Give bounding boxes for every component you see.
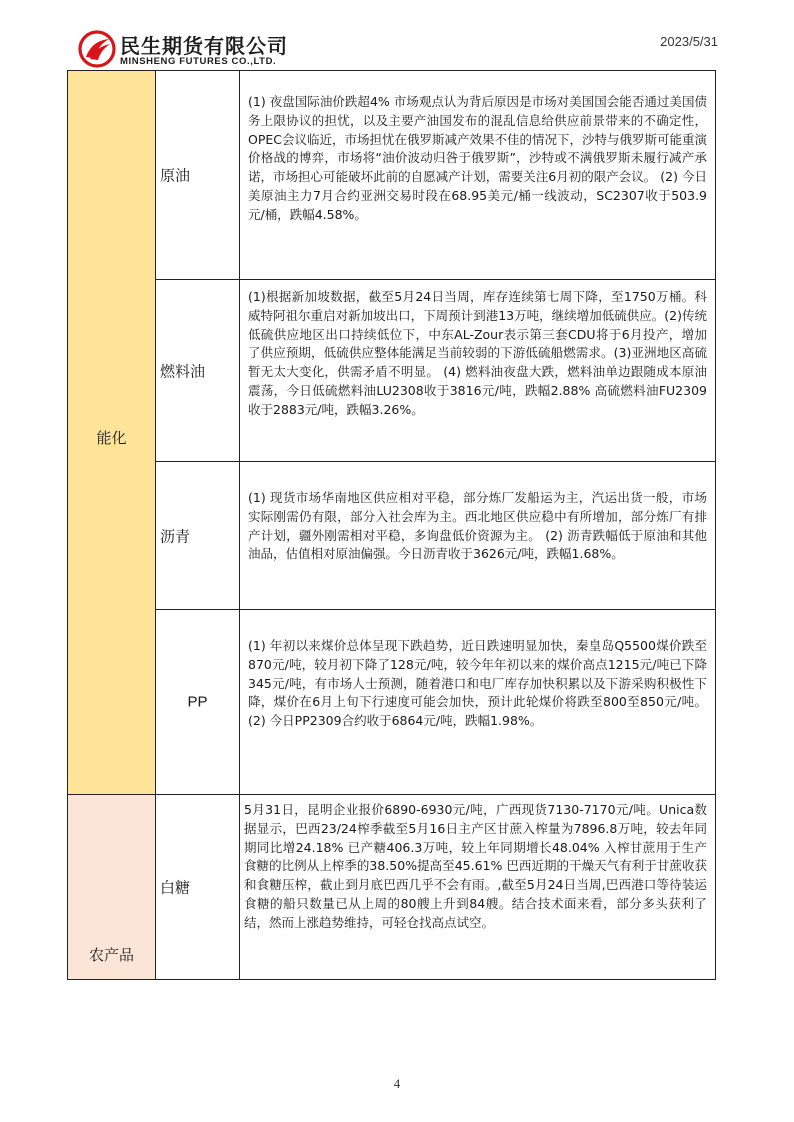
minsheng-logo-icon	[78, 30, 116, 68]
report-date: 2023/5/31	[660, 34, 718, 49]
commentary-cell-crude-oil	[239, 70, 716, 280]
commentary-cell-asphalt	[239, 461, 716, 610]
product-cell-pp	[155, 609, 240, 795]
product-cell-fuel-oil	[155, 279, 240, 462]
commentary-cell-pp	[239, 609, 716, 795]
company-name-cn: 民生期货有限公司	[120, 34, 288, 58]
company-name-en: MINSHENG FUTURES CO.,LTD.	[120, 56, 277, 67]
page-number: 4	[393, 1076, 401, 1091]
commentary-text: (1) 年初以来煤价总体呈现下跌趋势，近日跌速明显加快，秦皇岛Q5500煤价跌至870元/吨，较月初下降了128元/吨，较今年年初以来的煤价高点1215元/吨已下降345元/吨，有市场人士预测，随着港口和电厂库存加快积累以及下游采购积极性下降，煤价在6月上旬下行速度可能会加快，预计此轮煤价将跌至800至850元/吨。 (2) 今日PP2309合约收于6864元/吨，跌幅1.98%。	[248, 638, 707, 729]
commentary-text: (1) 夜盘国际油价跌超4% 市场观点认为背后原因是市场对美国国会能否通过美国债务上限协议的担忧，以及主要产油国发布的混乱信息给供应前景带来的不确定性，OPEC会议临近，市场担忧在俄罗斯减产效果不佳的情况下，沙特与俄罗斯可能重演价格战的博弈，市场将“油价波动归咎于俄罗斯”，沙特或不满俄罗斯未履行减产承诺，市场担心可能破坏此前的自愿减产计划，需要关注6月初的限产会议。 (2) 今日美原油主力7月合约亚洲交易时段在68.95美元/桶一线波动，SC2307收于503.9元/桶，跌幅4.58%。	[248, 94, 708, 222]
product-name: 燃料油	[160, 362, 206, 380]
page-header	[0, 0, 794, 70]
product-name: PP	[187, 693, 208, 711]
commentary-cell-fuel-oil	[239, 279, 716, 462]
category-label: 农产品	[88, 946, 134, 964]
category-label: 能化	[96, 429, 127, 447]
commentary-cell-sugar	[239, 794, 716, 980]
commentary-text: 5月31日，昆明企业报价6890-6930元/吨，广西现货7130-7170元/吨。Unica数据显示，巴西23/24榨季截至5月16日主产区甘蔗入榨量为7896.8万吨，较去年同期同比增24.18% 已产糖406.3万吨，较上年同期增长48.04% 入榨甘蔗用于生产食糖的比例从上榨季的38.50%提高至45.61% 巴西近期的干燥天气有利于甘蔗收获和食糖压榨，截止到月底巴西几乎不会有雨。,截至5月24日当周,巴西港口等待装运食糖的船只数量已从上周的80艘上升到84艘。结合技术面来看，部分多头获利了结，然而上涨趋势维持，可轻仓找高点试空。	[244, 802, 707, 930]
product-name: 沥青	[160, 527, 191, 545]
product-name: 原油	[160, 166, 191, 185]
company-logo	[78, 28, 318, 72]
commodity-table	[67, 70, 716, 980]
product-cell-asphalt	[155, 461, 240, 610]
commentary-text: (1) 现货市场华南地区供应相对平稳，部分炼厂发船运为主，汽运出货一般，市场实际刚需仍有限，部分入社会库为主。西北地区供应稳中有所增加，部分炼厂有排产计划，疆外刚需相对平稳，多询盘低价资源为主。 (2) 沥青跌幅低于原油和其他油品，估值相对原油偏强。今日沥青收于3626元/吨，跌幅1.68%。	[248, 490, 707, 562]
product-name: 白糖	[160, 878, 191, 897]
product-cell-sugar	[155, 794, 240, 980]
commentary-text: (1)根据新加坡数据，截至5月24日当周，库存连续第七周下降，至1750万桶。科威特阿祖尔重启对新加坡出口，下周预计到港13万吨，继续增加低硫供应。(2)传统低硫供应地区出口持续低位下，中东AL-Zour表示第三套CDU将于6月投产，增加了供应预期，低硫供应整体能满足当前较弱的下游低硫船燃需求。(3)亚洲地区高硫暂无太大变化，供需矛盾不明显。 (4) 燃料油夜盘大跌，燃料油单边跟随成本原油震荡，今日低硫燃料油LU2308收于3816元/吨，跌幅2.88% 高硫燃料油FU2309收于2883元/吨，跌幅3.26%。	[248, 289, 707, 417]
category-cell-agriculture	[67, 794, 156, 980]
product-cell-crude-oil	[155, 70, 240, 280]
category-cell-energy-chemical	[67, 70, 156, 795]
